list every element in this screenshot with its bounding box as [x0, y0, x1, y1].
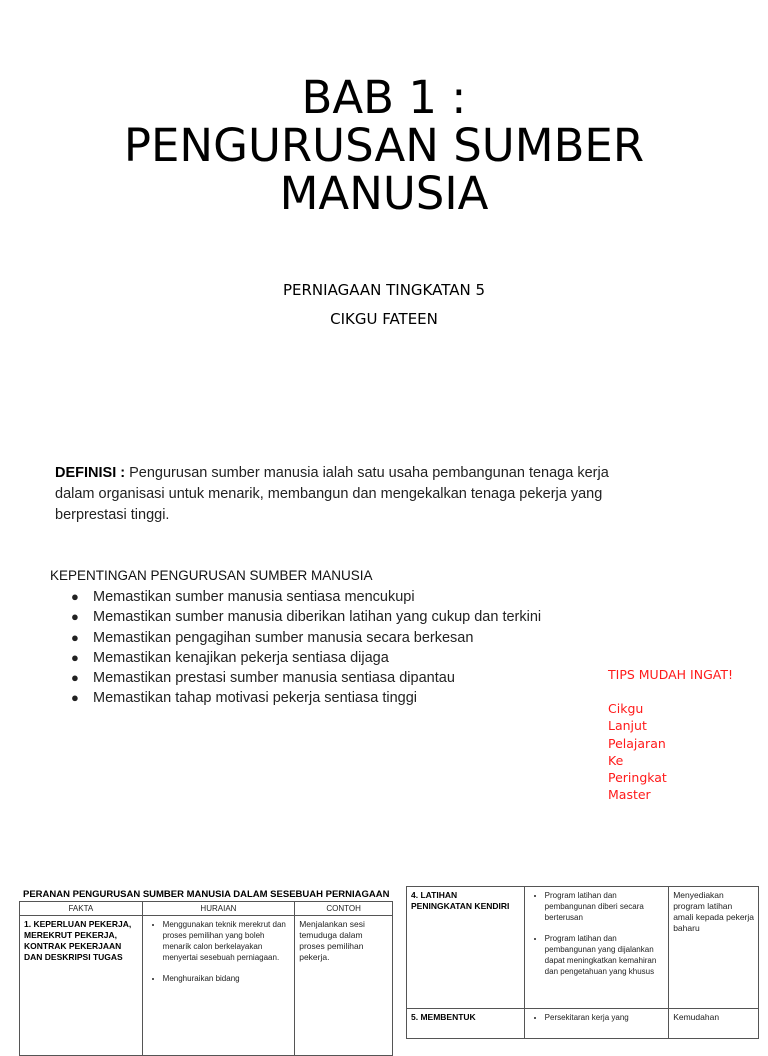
bullet-icon: ● [71, 690, 79, 706]
list-item: ● Memastikan sumber manusia sentiasa mencukupi [50, 587, 541, 607]
contoh-cell: Menjalankan sesi temuduga dalam proses pemilihan pekerja. [295, 916, 393, 1056]
column-header: CONTOH [295, 902, 393, 916]
definition-label: DEFINISI : [55, 465, 126, 481]
list-item: ● Memastikan kenajikan pekerja sentiasa dijaga [50, 648, 541, 668]
bullet-icon: ● [71, 589, 79, 604]
column-header: FAKTA [20, 902, 143, 916]
fakta-cell: 5. MEMBENTUK [407, 1009, 525, 1039]
role-table-left [19, 901, 393, 1056]
tips-word: Lanjut [608, 718, 647, 734]
tips-box [608, 666, 733, 803]
definition-text: Pengurusan sumber manusia ialah satu usaha pembangunan tenaga kerja dalam organisasi untuk menarik, membangun dan mengekalkan tenaga pekerja yang berprestasi tinggi. [55, 465, 609, 523]
tips-word: Ke [608, 752, 624, 768]
tips-word: Cikgu [608, 701, 644, 717]
tips-word: Master [608, 787, 651, 803]
list-item: ● Memastikan prestasi sumber manusia sentiasa dipantau [50, 668, 541, 688]
title-line-1: BAB 1 : [301, 71, 467, 124]
role-table-title: PERANAN PENGURUSAN SUMBER MANUSIA DALAM SESEBUAH PERNIAGAAN [23, 889, 390, 900]
title-line-2: PENGURUSAN SUMBER [123, 119, 645, 172]
fakta-cell: 1. KEPERLUAN PEKERJA, MEREKRUT PEKERJA, KONTRAK PEKERJAAN DAN DESKRIPSI TUGAS [20, 916, 143, 1056]
huraian-cell: • Persekitaran kerja yang [524, 1009, 669, 1039]
teacher-label: CIKGU FATEEN [330, 310, 438, 328]
importance-heading: KEPENTINGAN PENGURUSAN SUMBER MANUSIA [50, 568, 373, 583]
page-title [0, 71, 768, 220]
definition-block [55, 463, 615, 526]
subject-label: PERNIAGAAN TINGKATAN 5 [282, 281, 486, 299]
table-row [407, 887, 759, 1009]
title-line-3: MANUSIA [279, 167, 489, 220]
column-header: HURAIAN [142, 902, 295, 916]
list-item: ● Memastikan tahap motivasi pekerja sentiasa tinggi [50, 688, 541, 708]
fakta-cell: 4. LATIHAN PENINGKATAN KENDIRI [407, 887, 525, 1009]
bullet-icon: ● [71, 670, 79, 686]
huraian-cell: • Menggunakan teknik merekrut dan proses pemilihan yang boleh menarik calon berkelayakan menyertai sesebuah perniagaan. • Menghuraikan bidang [142, 916, 295, 1056]
list-item: ● Memastikan sumber manusia diberikan latihan yang cukup dan terkini [50, 607, 541, 627]
table-row [20, 916, 393, 1056]
importance-list [50, 587, 541, 709]
tips-heading: TIPS MUDAH INGAT! [608, 667, 733, 682]
table-header-row [20, 902, 393, 916]
list-item: ● Memastikan pengagihan sumber manusia secara berkesan [50, 628, 541, 648]
bullet-icon: ● [71, 629, 79, 645]
tips-word: Pelajaran [608, 735, 666, 751]
contoh-cell: Kemudahan [669, 1009, 759, 1039]
bullet-icon: ● [71, 649, 79, 665]
tips-word: Peringkat [608, 770, 667, 786]
contoh-cell: Menyediakan program latihan amali kepada pekerja baharu [669, 887, 759, 1009]
role-table-right [406, 886, 759, 1039]
huraian-cell: • Program latihan dan pembangunan diberi secara berterusan • Program latihan dan pembangunan yang dijalankan dapat meningkatkan kemahiran dan pengetahuan yang khusus [524, 887, 669, 1009]
bullet-icon: ● [71, 609, 79, 625]
